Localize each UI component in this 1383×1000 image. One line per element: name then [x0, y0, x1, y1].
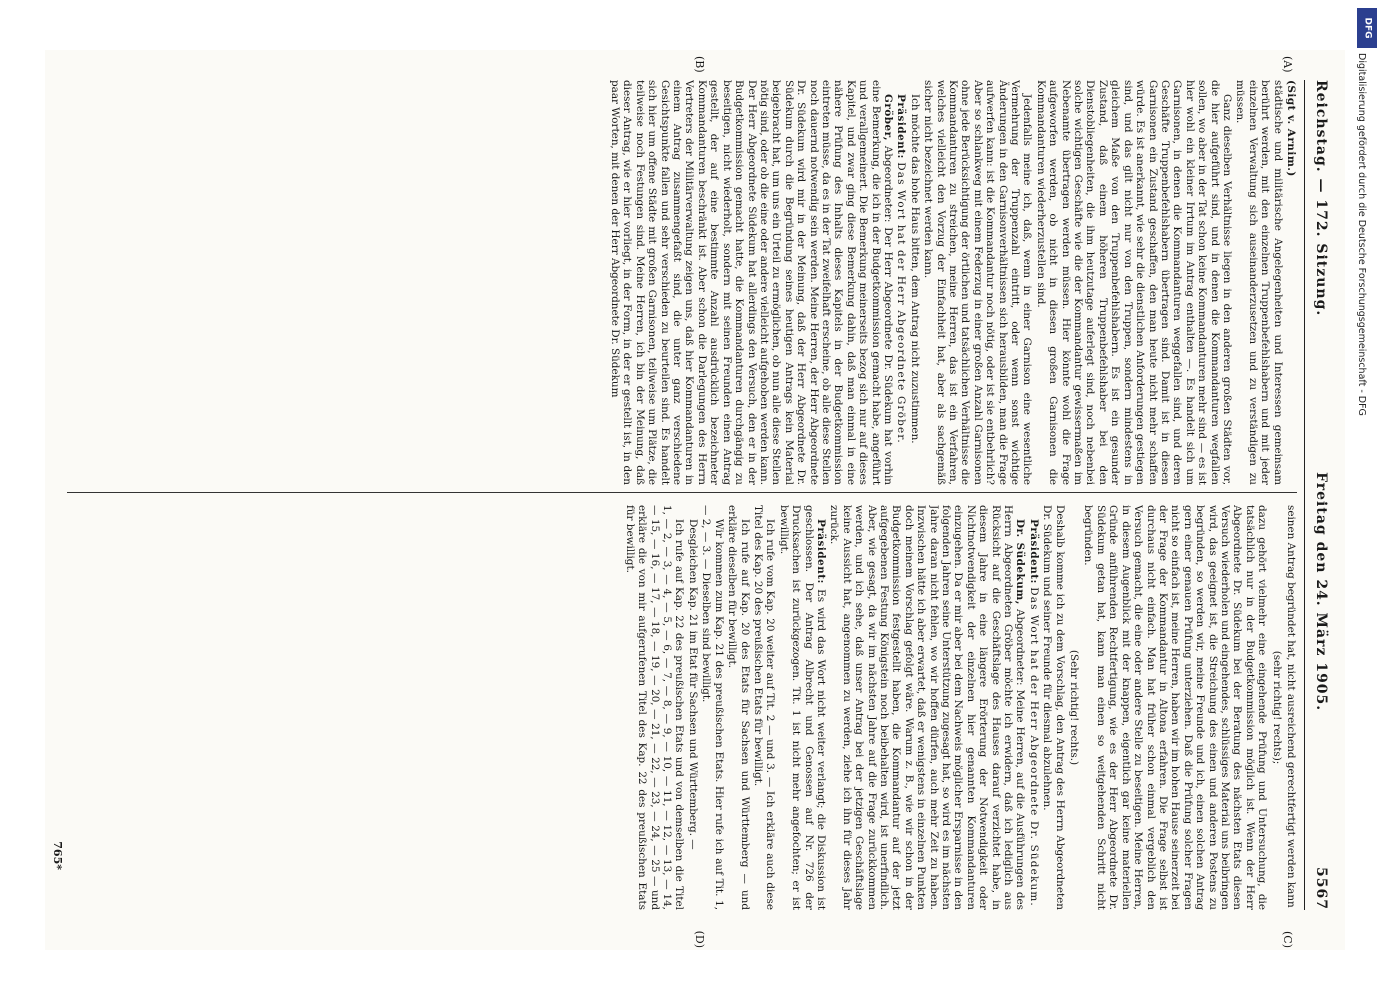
speaker-continued: (Sigt v. Arnim.) — [1285, 80, 1297, 177]
paragraph: Ich rufe auf Kap. 20 des Etats für Sachsen und Württemberg — und erkläre dieselben für bewilligt. — [726, 505, 751, 910]
page-header — [1307, 80, 1327, 910]
paragraph: dazu gehört vielmehr eine eingehende Prüfung und Untersuchung, die tatsächlich nur in der Budgetkommission möglich ist. Wenn der Herr Abgeordnete Dr. Südekum bei der Beratung des nächsten Etats diesen Versuch wiederholen und eingehendes, schlüssiges Material uns beibringen wird, das geeignet ist, die Streichung des einen und anderen Postens zu begründen, so werden wir, meine Freunde und ich, einen solchen Antrag gern einer genauen Prüfung unterziehen. Daß die Prüfung solcher Fragen nicht so einfach ist, meine Herren, haben wir im hohen Hause seinerzeit bei der Frage der Kommandantur in Altona erfahren. Die Frage selbst ist durchaus nicht einfach. Man hat früher schon einmal vergeblich den Versuch gemacht, die eine oder andere Stelle zu beseitigen. Meine Herren, in diesem Augenblick mit der knappen, eigentlich gar keine materiellen Gründe anführenden Rechtfertigung, wie es der Herr Abgeordnete Dr. Südekum getan hat, kann man einen so weitgehenden Schritt nicht begründen. — [1082, 505, 1269, 910]
speaker-label: Präsident: — [814, 519, 827, 584]
signature-mark: 765* — [51, 841, 65, 870]
margin-mark-c: (C) — [1281, 931, 1294, 948]
header-rule — [1304, 80, 1305, 910]
paragraph: städtische und militärische Angelegenheiten und Interessen gemeinsam berührt werden, mit den einzelnen Truppenbefehlshabern und mit jeder einzelnen Verwaltung sich auseinanderzusetzen und zu verständigen zu müssen. — [1234, 80, 1284, 485]
paragraph: Desgleichen Kap. 21 im Etat für Sachsen und Württemberg. — — [686, 519, 699, 850]
suedekum-speech — [828, 505, 1027, 910]
speaker-label: Präsident: — [895, 94, 908, 159]
president-remark — [1027, 505, 1039, 910]
speaker-role: Abgeordneter: — [1014, 609, 1027, 686]
margin-mark-b: (B) — [693, 56, 706, 73]
margin-mark-a: (A) — [1281, 56, 1294, 73]
digitization-credit — [1355, 8, 1379, 998]
president-text: Es wird das Wort nicht weiter verlangt; die Diskussion ist geschlossen. Der Antrag Albrecht und Genossen auf Nr. 726 der Drucksachen ist zurückgezogen. Tit. 1 ist nicht mehr angefochten; er ist bewilligt. — [777, 505, 827, 910]
interjection: (Sehr richtig! rechts.) — [1068, 649, 1081, 766]
paragraph: Ich rufe vom Kap. 20 weiter auf Tit. 2 — und 3. — Ich erkläre auch diese Titel des Kap. 20 des preußischen Etats für bewilligt. — [751, 505, 777, 910]
interjection: (sehr richtig! rechts); — [1270, 650, 1283, 765]
paragraph: Deshalb komme ich zu dem Vorschlag, den Antrag des Herrn Abgeordneten Dr. Südekum und seiner Freunde für diesmal abzulehnen. — [1041, 505, 1066, 910]
header-date: Freitag den 24. März 1905. — [1313, 472, 1329, 712]
paragraph: Ganz dieselben Verhältnisse liegen in den anderen großen Städten vor, die hier aufgeführt sind, und in denen die Kommandanturen wegfallen sollen, wo aber in der Tat schon keine Kommandanturen mehr sind — es ist hier wohl ein kleiner Irrtum im Antrag enthalten —. Es handelt sich um Garnisonen, in denen die Kommandanturen weggefallen sind, und deren Geschäfte Truppenbefehlshabern übertragen sind. Damit ist in diesen Garnisonen ein Zustand geschaffen, den man heute nicht mehr schaffen würde. Es ist anerkannt, wie sehr die dienstlichen Anforderungen gestiegen sind, und das gilt nicht nur von den Truppen, sondern mindestens in gleichem Maße von den Truppenbefehlshabern. Es ist ein gesunder Zustand, daß einem höheren Truppenbefehlshaber bei den Dienstobliegenheiten, die ihm heutzutage auferlegt sind, noch nebenbei solche wichtigen Geschäfte wie die der Kommandantur gewissermaßen im Nebenamte übertragen werden müssen. Hier könnte wohl die Frage aufgeworfen werden, ob nicht in diesen großen Garnisonen die Kommandanturen wiederherzustellen sind. — [1034, 80, 1233, 485]
paragraph: seinen Antrag begründet hat, nicht ausreichend gerechtfertigt werden kann — [1285, 505, 1297, 908]
paragraph: Wir kommen zum Kap. 21 des preußischen Etats. Hier rufe ich auf Tit. 1, — 2, — 3. — Dieselben sind bewilligt. — [700, 505, 725, 910]
margin-mark-d: (D) — [693, 930, 706, 948]
speaker-label: Präsident: — [1027, 519, 1040, 584]
paragraph: Jedenfalls meine ich, daß, wenn in einer Garnison eine wesentliche Vermehrung der Truppenzahl eintritt, oder wenn sonst wichtige Änderungen in den Garnisonverhältnissen sich herausbilden, man die Frage aufwerfen kann: ist die Kommandantur noch nötig, oder ist sie entbehrlich? Aber so schlankweg mit einem Federzug in einer großen Anzahl Garnisonen ohne jede Berücksichtigung der örtlichen und tatsächlichen Verhältnisse die Kommandanturen zu streichen, meine Herren, das ist ein Verfahren, welches vielleicht den Vorzug der Einfachheit hat, aber als sachgemäß sicher nicht bezeichnet werden kann. — [922, 80, 1034, 485]
dfg-logo — [1357, 8, 1377, 48]
president-text: Das Wort hat der Herr Abgeordnete Dr. Südekum. — [1027, 587, 1040, 907]
right-column — [65, 505, 1297, 910]
speaker-role: Abgeordneter: — [882, 145, 894, 223]
speaker-label: Gröber, — [882, 94, 894, 141]
president-text: Das Wort hat der Herr Abgeordnete Gröber. — [895, 162, 908, 444]
president-remark — [895, 80, 907, 485]
president-remark — [777, 505, 827, 910]
column-divider — [67, 492, 1297, 493]
left-column — [65, 80, 1297, 485]
header-session: Reichstag. — 172. Sitzung. — [1313, 80, 1329, 317]
credit-text: Digitalisierung gefördert durch die Deutsche Forschungsgemeinschaft - DFG — [1356, 53, 1367, 416]
groeber-speech — [609, 80, 894, 485]
paragraph: Ich rufe auf Kap. 22 des preußischen Etats und von demselben die Titel 1, — 2, — 3, — 4, — 5, — 6, — 7, — 8, — 9, — 10, — 11, — 12, — 13, — 14, — 15, — 16, — 17, — 18, — 19, — 20, — 21, — 22, — 23, — 24, — 25 — und erkläre die von mir aufgerufenen Titel des Kap. 22 des preußischen Etats für bewilligt. — [623, 505, 686, 910]
paragraph: Ich möchte das hohe Haus bitten, dem Antrag nicht zuzustimmen. — [908, 94, 921, 444]
speaker-label: Dr. Südekum, — [1014, 519, 1027, 605]
header-page-number: 5567 — [1313, 867, 1329, 910]
dfg-logo-text: DFG — [1362, 17, 1373, 39]
speech-text: Meine Herren, auf die Ausführungen des Herrn Abgeordneten Gröber möchte ich erwidern, daß ich lediglich aus Rücksicht auf die Geschäftslage des Hauses darauf verzichtet habe, in diesem Jahre in eine längere Erörterung der Notwendigkeit oder Nichtnotwendigkeit der einzelnen hier genannten Kommandanturen einzugehen. Da er mir aber bei dem Nachweis möglicher Ersparnisse in den folgenden Jahren seine Unterstützung zugesagt hat, so wird es im nächsten Jahre daran nicht fehlen, wo wir hoffen dürfen, auch mehr Zeit zu haben. Inzwischen hätte ich aber erwartet, daß er wenigstens in einzelnen Punkten doch meinem Vorschlag gefolgt wäre. Warum z. B., wie wir schon in der Budgetkommission festgestellt haben, die Kommandantur auf der jetzt aufgegebenen Festung Königstein noch beibehalten wird, ist unerfindlich. Aber, wie gesagt, da wir im nächsten Jahre auf die Frage zurückkommen werden, und ich sehe, daß unser Antrag bei der jetzigen Geschäftslage keine Aussicht hat, angenommen zu werden, ziehe ich ihn für dieses Jahr zurück. — [828, 505, 1027, 910]
newspaper-sheet — [45, 50, 1345, 950]
speech-text: Der Herr Abgeordnete Dr. Südekum hat vorhin eine Bemerkung, die ich in der Budgetkommission gemacht habe, angeführt und verallgemeinert. Die Bemerkung meinerseits bezog sich nur auf dieses Kapitel, und zwar ging diese Bemerkung dahin, daß man einmal in eine nähere Prüfung des Inhalts dieses Kapitels in der Budgetkommission eintreten müsse, da es in der Tat zweifelhaft erscheine, ob alle diese Stellen noch dauernd notwendig sein werden. Meine Herren, der Herr Abgeordnete Dr. Südekum wird mir in der Meinung, daß der Herr Abgeordnete Dr. Südekum durch die Begründung seines heutigen Antrags kein Material beigebracht hat, um uns ein Urteil zu ermöglichen, ob nun alle diese Stellen nötig sind, oder ob die eine oder andere vielleicht aufgehoben werden kann. Der Herr Abgeordnete Südekum hat allerdings den Versuch, den er in der Budgetkommission gemacht hatte, die Kommandanturen durchgängig zu beseitigen, nicht wiederholt, sondern mit seinen Freunden einen Antrag gestellt, der auf eine bestimmte Anzahl ausdrücklich bezeichneter Kommandanturen beschränkt ist. Aber schon die Darlegungen des Herrn Vertreters der Militärverwaltung zeigen uns, daß hier Kommandanturen in einem Antrag zusammengefaßt sind, die unter ganz verschiedene Gesichtspunkte fallen und sehr verschieden zu beurteilen sind. Es handelt sich hier um offene Städte mit großen Garnisonen, teilweise um Plätze, die teilweise noch Festungen sind. Meine Herren, ich bin der Meinung, daß dieser Antrag, wie er hier vorliegt, in der Form, in der er gestellt ist, in den paar Worten, mit denen der Herr Abgeordnete Dr. Südekum — [609, 80, 894, 485]
